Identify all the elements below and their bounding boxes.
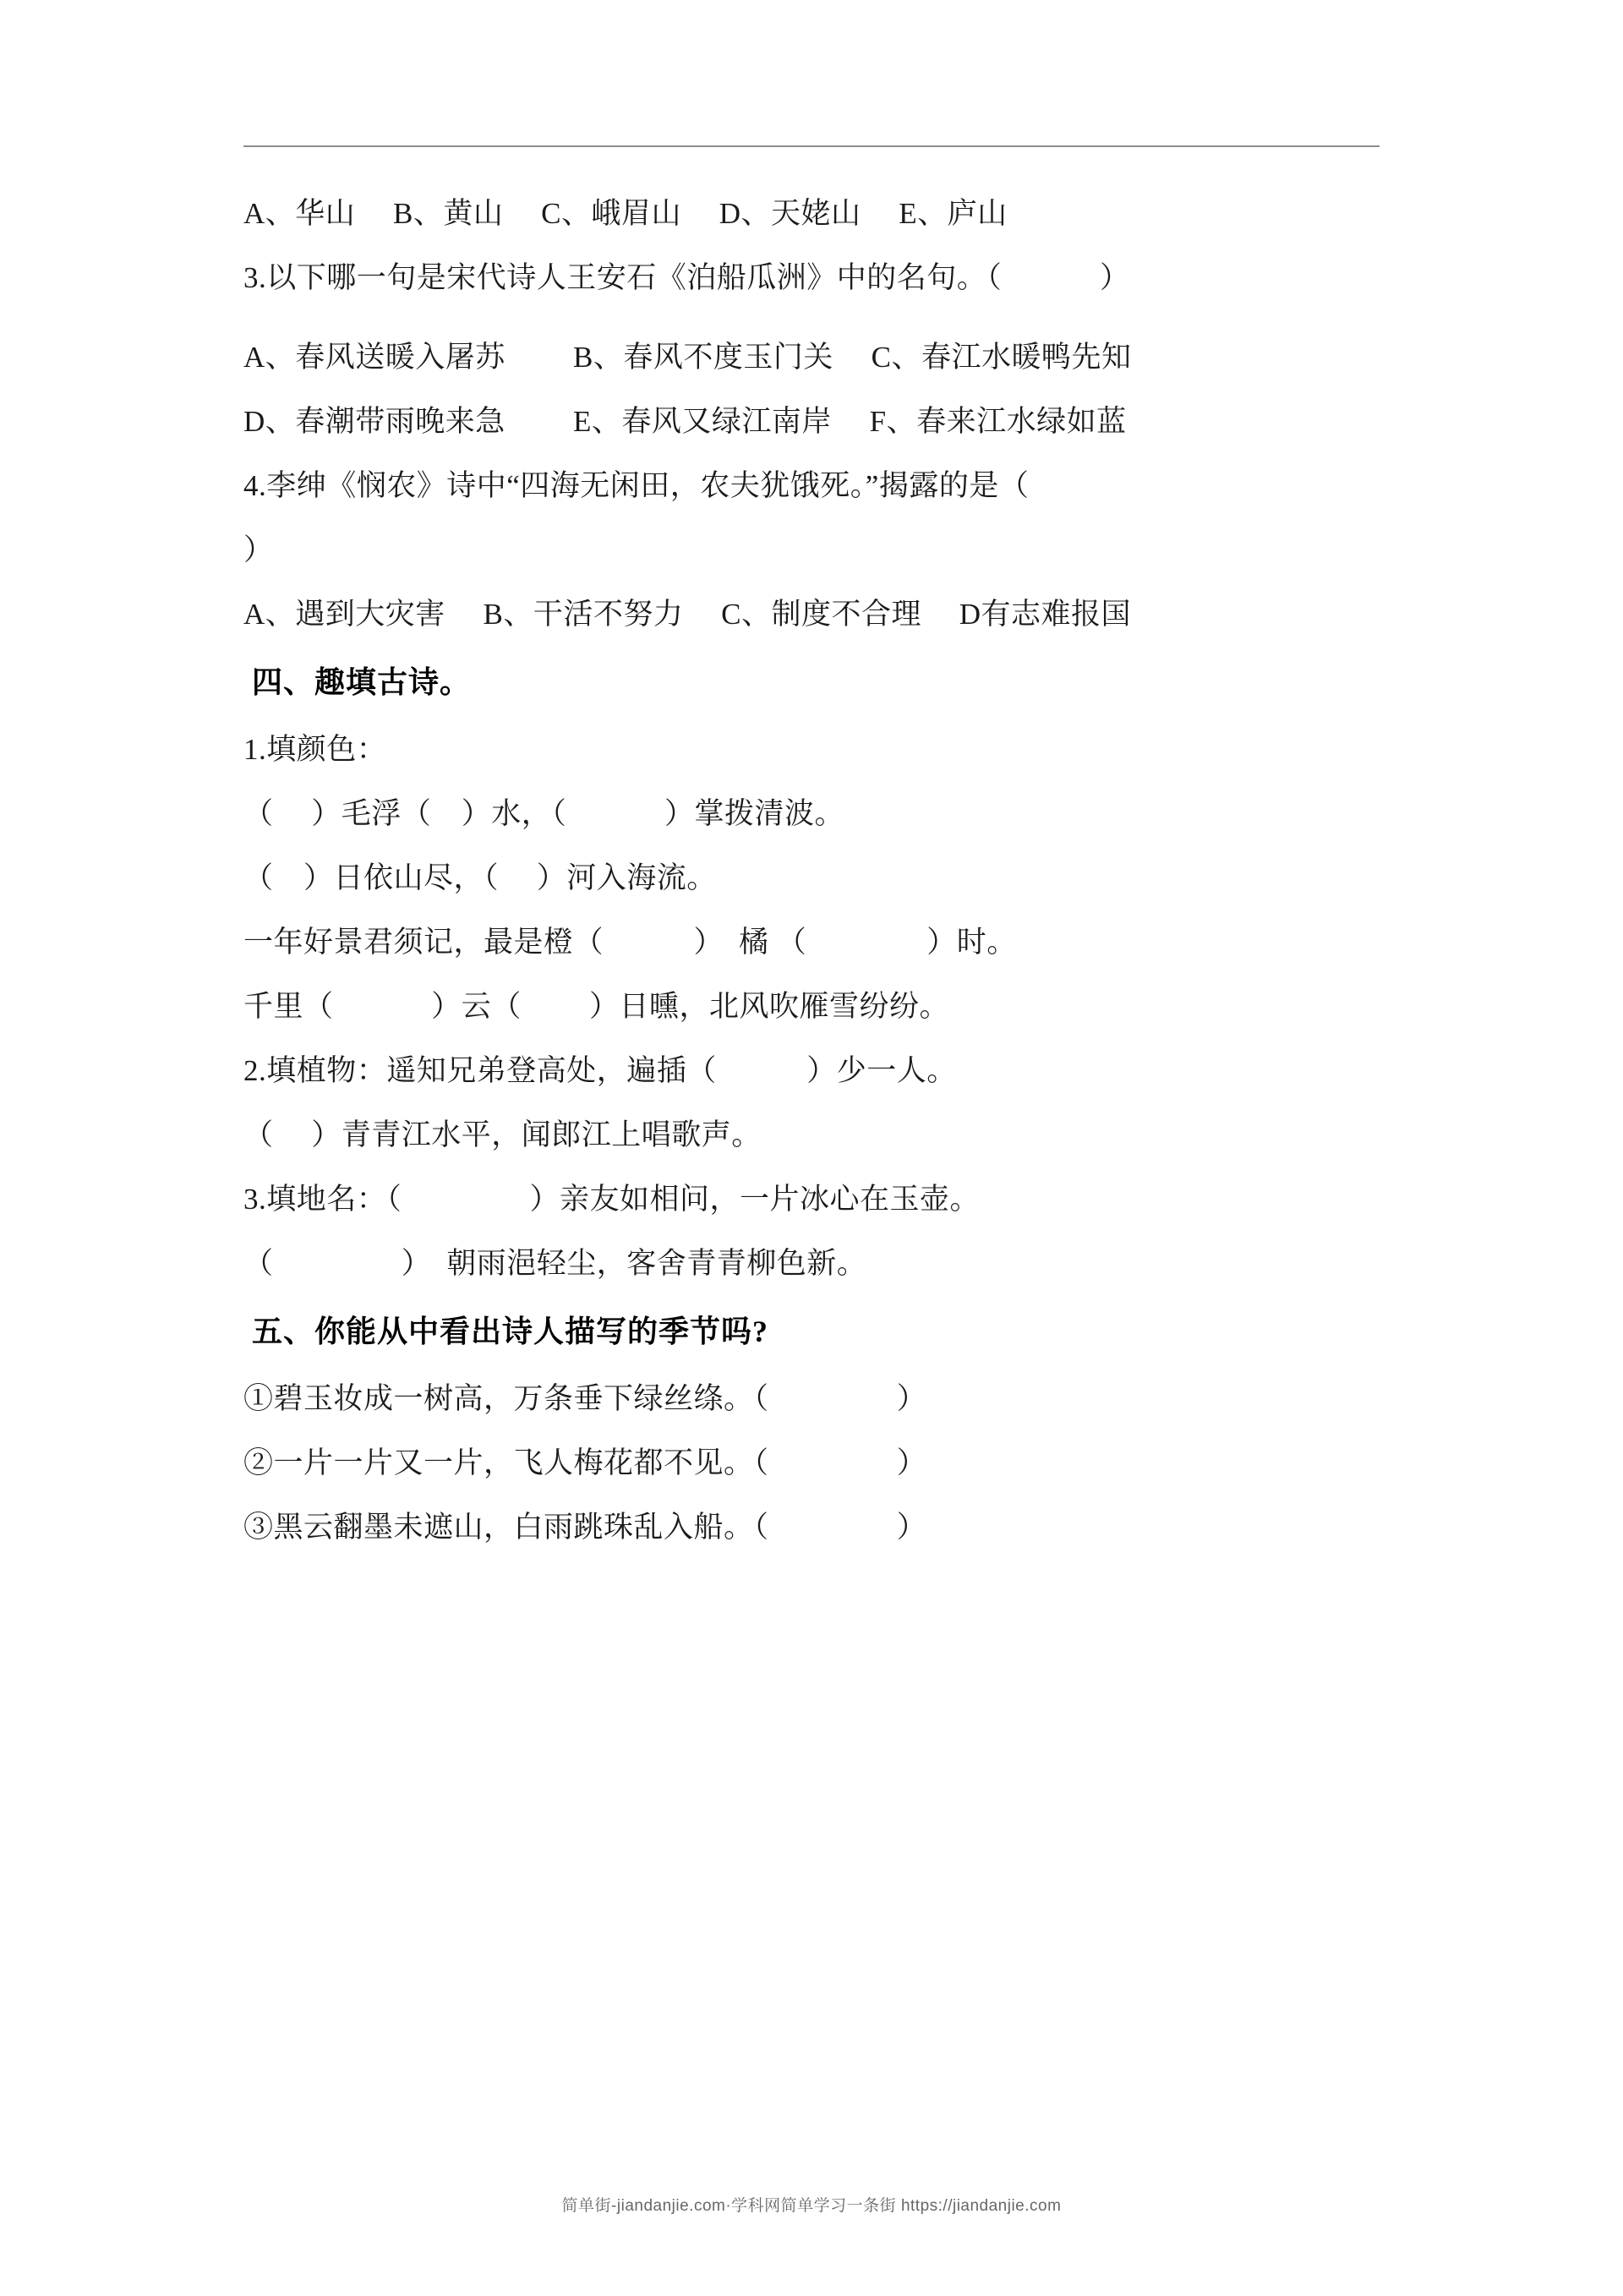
header-divider-rule (243, 145, 1380, 147)
question-4-stem-line-2: ） (243, 533, 274, 566)
document-body (243, 182, 1393, 1560)
section-four-item-3-line-2: （ ） 朝雨浥轻尘，客舍青青柳色新。 (243, 1247, 867, 1280)
section-five-item-1: ①碧玉妆成一树高，万条垂下绿丝绦。（ ） (243, 1382, 927, 1415)
question-4-stem-line-1: 4.李绅《悯农》诗中“四海无闲田，农夫犹饿死。”揭露的是（ (243, 469, 1030, 502)
section-four-item-2-line-2: （ ）青青江水平，闻郎江上唱歌声。 (243, 1118, 762, 1151)
section-four-item-1-line-2: （ ）日依山尽，（ ）河入海流。 (243, 861, 717, 894)
question-3-options-row-2: D、春潮带雨晚来急 E、春风又绿江南岸 F、春来江水绿如蓝 (243, 405, 1127, 438)
section-four-heading: 四、趣填古诗。 (252, 665, 472, 699)
question-4-options: A、遇到大灾害 B、干活不努力 C、制度不合理 D有志难报国 (243, 598, 1131, 631)
section-four-item-1-line-3: 一年好景君须记，最是橙（ ） 橘 （ ）时。 (243, 926, 1017, 959)
paragraph-spacer (243, 310, 1393, 325)
section-five-item-2: ②一片一片又一片，飞人梅花都不见。（ ） (243, 1446, 927, 1479)
section-four-item-1-line-1: （ ）毛浮（ ）水，（ ）掌拨清波。 (243, 797, 845, 830)
question-2-options: A、华山 B、黄山 C、峨眉山 D、天姥山 E、庐山 (243, 197, 1008, 230)
question-3-stem: 3.以下哪一句是宋代诗人王安石《泊船瓜洲》中的名句。（ ） (243, 261, 1130, 294)
section-five-item-3: ③黑云翻墨未遮山，白雨跳珠乱入船。（ ） (243, 1511, 927, 1544)
question-3-options-row-1: A、春风送暖入屠苏 B、春风不度玉门关 C、春江水暖鸭先知 (243, 341, 1132, 374)
section-five-heading: 五、你能从中看出诗人描写的季节吗? (252, 1315, 769, 1348)
section-four-item-1-line-4: 千里（ ）云（ ）日曛，北风吹雁雪纷纷。 (243, 990, 950, 1023)
section-four-item-3-line-1: 3.填地名：（ ）亲友如相问，一片冰心在玉壶。 (243, 1183, 981, 1216)
section-four-item-1-label: 1.填颜色： (243, 733, 387, 766)
section-four-item-2-line-1: 2.填植物：遥知兄弟登高处，遍插（ ）少一人。 (243, 1054, 957, 1087)
page-footer-watermark: 简单街-jiandanjie.com·学科网简单学习一条街 https://jiandanjie.com (561, 2197, 1062, 2215)
